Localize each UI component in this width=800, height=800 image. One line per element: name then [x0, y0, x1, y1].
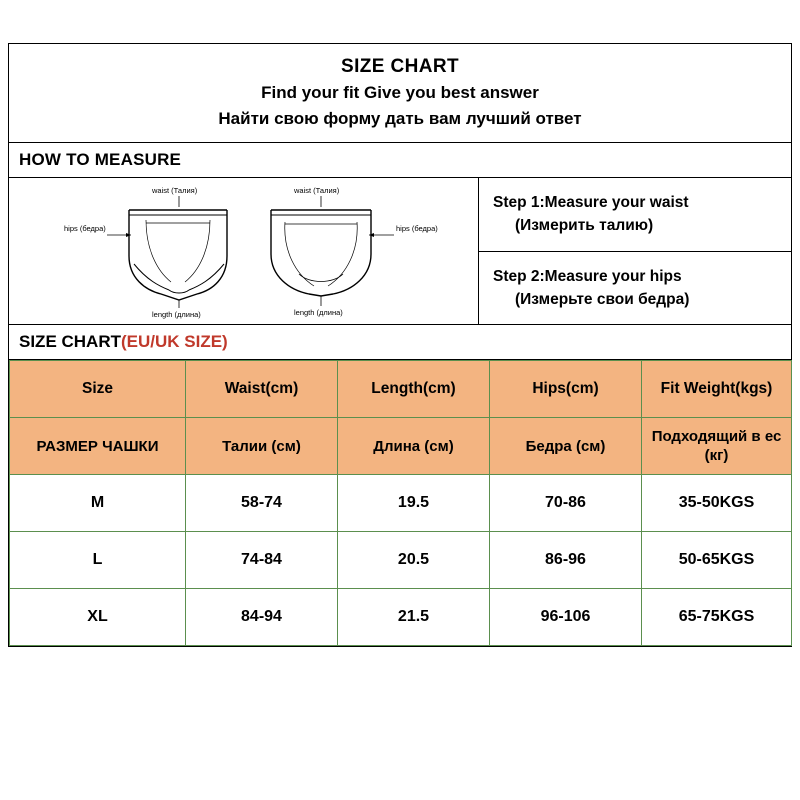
step-1-line-2: (Измерить талию) [515, 217, 654, 235]
cell-hips: 86-96 [490, 532, 642, 589]
cell-weight: 65-75KGS [642, 589, 792, 646]
how-to-measure-heading: HOW TO MEASURE [9, 143, 791, 178]
cell-size: L [10, 532, 186, 589]
header-cell-weight-en: Fit Weight(kgs) [642, 361, 792, 418]
measure-step-2 [479, 252, 791, 325]
step-2-line-2: (Измерьте свои бедра) [515, 290, 690, 308]
header-cell-size-en: Size [10, 361, 186, 418]
svg-text:waist (Талия): waist (Талия) [152, 186, 198, 195]
how-to-measure-row [9, 178, 791, 325]
cell-length: 20.5 [338, 532, 490, 589]
cell-weight: 50-65KGS [642, 532, 792, 589]
measurement-diagram [9, 178, 479, 324]
measure-step-1 [479, 178, 791, 252]
cell-length: 19.5 [338, 475, 490, 532]
cell-size: M [10, 475, 186, 532]
title-subtitle-ru: Найти свою форму дать вам лучший ответ [218, 109, 582, 128]
cell-waist: 74-84 [186, 532, 338, 589]
svg-text:length (длина): length (длина) [152, 310, 201, 319]
table-row [10, 589, 792, 646]
header-cell-length-ru: Длина (см) [338, 418, 490, 475]
cell-length: 21.5 [338, 589, 490, 646]
size-chart-heading-red: (EU/UK SIZE) [121, 332, 228, 351]
table-header-row-ru [10, 418, 792, 475]
size-chart-heading [9, 325, 791, 360]
header-cell-length-en: Length(cm) [338, 361, 490, 418]
cell-size: XL [10, 589, 186, 646]
measure-steps [479, 178, 791, 324]
table-header-row-en [10, 361, 792, 418]
page-title: SIZE CHART [341, 56, 459, 77]
svg-text:waist (Талия): waist (Талия) [294, 186, 340, 195]
table-row [10, 532, 792, 589]
header-cell-size-ru: РАЗМЕР ЧАШКИ [10, 418, 186, 475]
svg-text:hips (бедра): hips (бедра) [396, 224, 438, 233]
title-subtitle-en: Find your fit Give you best answer [261, 83, 539, 102]
step-1-line-1: Step 1:Measure your waist [493, 194, 689, 212]
cell-weight: 35-50KGS [642, 475, 792, 532]
header-cell-waist-ru: Талии (см) [186, 418, 338, 475]
table-row [10, 475, 792, 532]
header-cell-hips-ru: Бедра (см) [490, 418, 642, 475]
cell-waist: 58-74 [186, 475, 338, 532]
cell-waist: 84-94 [186, 589, 338, 646]
step-2-line-1: Step 2:Measure your hips [493, 267, 682, 285]
svg-text:length (длина): length (длина) [294, 308, 343, 317]
size-chart-table [9, 360, 792, 646]
header-cell-weight-ru: Подходящий в ес (кг) [642, 418, 792, 475]
svg-text:hips (бедра): hips (бедра) [64, 224, 106, 233]
title-block [9, 44, 791, 143]
header-cell-hips-en: Hips(cm) [490, 361, 642, 418]
size-chart-sheet [8, 43, 792, 647]
cell-hips: 96-106 [490, 589, 642, 646]
header-cell-waist-en: Waist(cm) [186, 361, 338, 418]
size-chart-heading-black: SIZE CHART [19, 332, 121, 351]
cell-hips: 70-86 [490, 475, 642, 532]
